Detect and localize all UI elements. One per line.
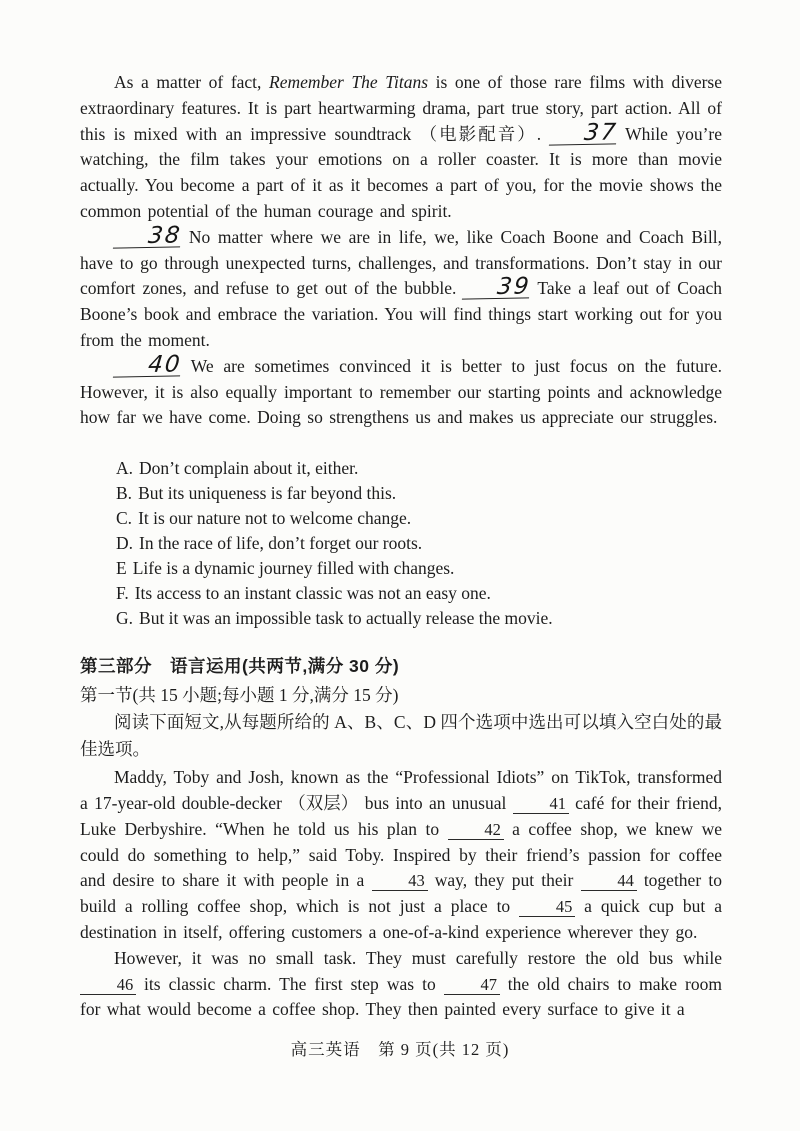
cloze-blank-42: 42 (448, 820, 504, 840)
option-label-d: D. (116, 533, 134, 554)
cloze-blank-46: 46 (80, 975, 136, 995)
text-run: However, it was no small task. They must carefully restore the old bus while (114, 947, 722, 968)
handwritten-answer-blank-37: 37 (548, 124, 618, 145)
page-content (80, 70, 722, 1023)
passage-paragraph-1 (80, 70, 722, 225)
text-run: a quick cup but a destination in itself, offering customers a one-of-a-kind experience wherever they go. (80, 896, 722, 942)
option-text-c: It is our nature not to welcome change. (138, 508, 412, 529)
text-run: Maddy, Toby and Josh, known as the “Professional Idiots” on TikTok, transformed a 17-year-old double-decker （双层） bus into an unusual (80, 767, 722, 813)
cloze-paragraph-2 (80, 946, 722, 1023)
text-run: As a matter of fact, (114, 72, 270, 92)
option-text-a: Don’t complain about it, either. (139, 458, 359, 479)
section-instructions: 阅读下面短文,从每题所给的 A、B、C、D 四个选项中选出可以填入空白处的最佳选项。 (80, 712, 722, 760)
section-subsection-header: 第一节(共 15 小题;每小题 1 分,满分 15 分) (80, 685, 399, 706)
handwritten-answer-blank-40: 40 (113, 356, 183, 377)
film-title-italic: Remember The Titans (269, 72, 429, 92)
option-text-b: But its uniqueness is far beyond this. (138, 483, 397, 504)
option-label-c: C. (116, 508, 133, 529)
page-footer: 高三英语 第 9 页(共 12 页) (290, 1040, 510, 1059)
text-run: a coffee shop, we knew we could do something to help,” said Toby. Inspired by their friend’s passion for coffee and desire to share it with people in a (80, 818, 722, 891)
text-run: the old chairs to make room for what would become a coffee shop. They then painted every surface to give it a (80, 973, 722, 1020)
cloze-blank-44: 44 (581, 871, 637, 891)
cloze-blank-41: 41 (513, 794, 569, 814)
option-text-g: But it was an impossible task to actually release the movie. (139, 608, 553, 629)
option-label-g: G. (116, 608, 134, 629)
option-item-e (116, 556, 722, 581)
text-run: way, they put their (427, 870, 581, 891)
text-run: While you’re watching, the film takes your emotions on a roller coaster. It is more than movie actually. You become a part of it as it becomes a part of you, for the movie shows the common potential of the human courage and spirit. (80, 123, 722, 221)
option-item-f (116, 581, 722, 606)
cloze-blank-47: 47 (444, 975, 500, 995)
text-run: is one of those rare films with diverse extraordinary features. It is part heartwarming drama, part true story, part action. All of this is mixed with an impressive soundtrack （电影配音）. (80, 72, 722, 144)
section-part-header: 第三部分 语言运用(共两节,满分 30 分) (80, 656, 400, 677)
option-item-c (116, 506, 722, 531)
option-label-b: B. (116, 483, 133, 504)
cloze-blank-45: 45 (519, 897, 575, 917)
text-run: café for their friend, Luke Derbyshire. “When he told us his plan to (80, 792, 723, 839)
option-item-b (116, 481, 722, 506)
passage-paragraph-3 (80, 351, 722, 431)
option-item-a (116, 456, 722, 481)
text-run: Take a leaf out of Coach Boone’s book and embrace the variation. You will find things start working out for you from the moment. (80, 278, 723, 350)
option-label-a: A. (116, 458, 134, 479)
text-run: No matter where we are in life, we, like Coach Boone and Coach Bill, have to go through unexpected turns, challenges, and transformations. Don’t stay in our comfort zones, and refuse to get out of the bubble. (80, 226, 722, 299)
handwritten-answer-blank-38: 38 (113, 227, 183, 248)
option-label-f: F. (116, 583, 129, 604)
option-text-d: In the race of life, don’t forget our roots. (139, 533, 423, 554)
text-run: together to build a rolling coffee shop, which is not just a place to (80, 870, 722, 917)
option-item-d (116, 531, 722, 556)
text-run: We are sometimes convinced it is better to just focus on the future. However, it is also equally important to remember our starting points and acknowledge how far we have come. Doing so strengthens us and makes us appreciate our struggles. (80, 355, 722, 428)
text-run: its classic charm. The first step was to (136, 973, 444, 994)
options-list (116, 456, 722, 631)
passage-paragraph-2 (80, 222, 723, 354)
handwritten-answer-blank-39: 39 (462, 279, 532, 300)
cloze-blank-43: 43 (372, 871, 428, 891)
option-text-f: Its access to an instant classic was not an easy one. (134, 583, 491, 604)
option-label-e: E (116, 558, 127, 579)
cloze-paragraph-1 (80, 765, 722, 946)
option-text-e: Life is a dynamic journey filled with changes. (132, 558, 455, 579)
option-item-g (116, 606, 722, 631)
